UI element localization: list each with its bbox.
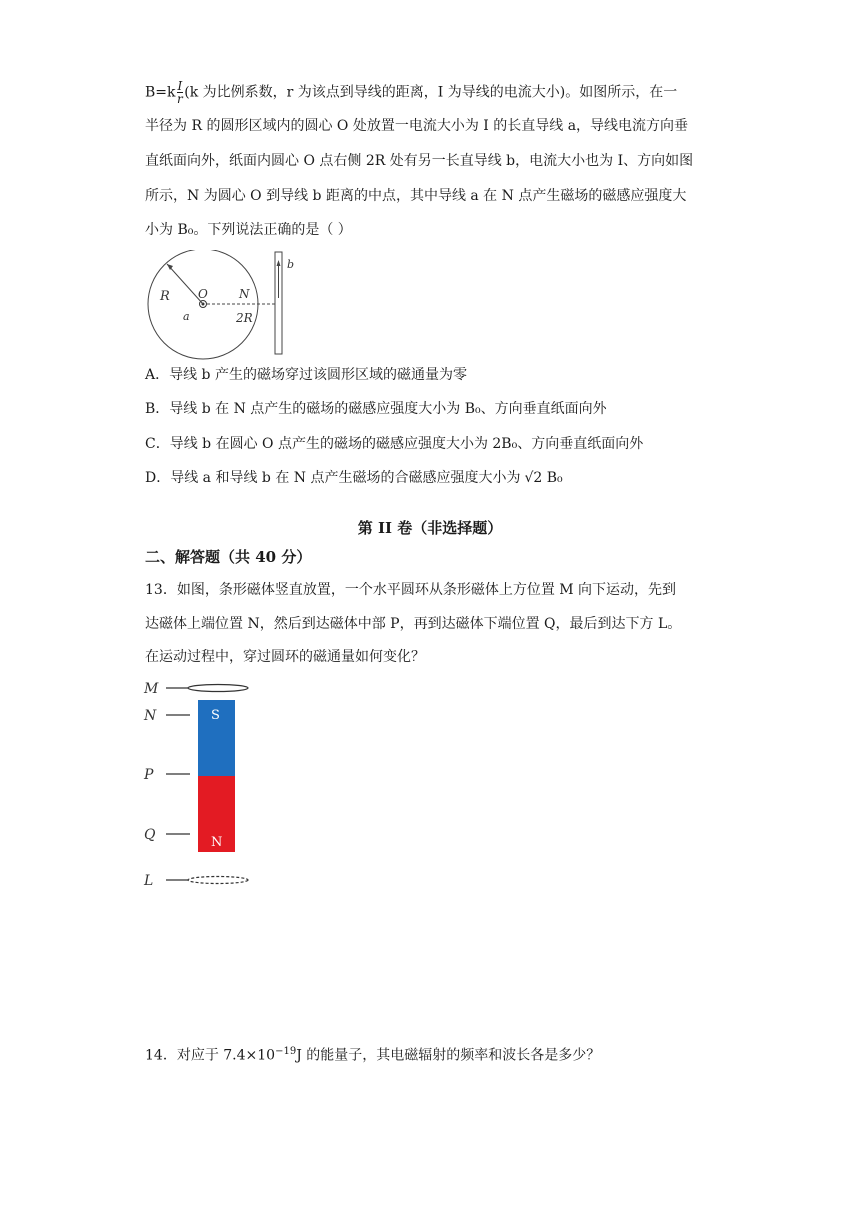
problem12-line5: 小为 B₀。下列说法正确的是（ ） <box>145 222 352 238</box>
label-M: M <box>144 681 159 697</box>
label-N: N <box>239 287 250 301</box>
magnet-label-s: S <box>211 708 220 723</box>
problem12-line1 <box>145 80 677 105</box>
option-d-text: D．导线 a 和导线 b 在 N 点产生磁场的合磁感应强度大小为 <box>145 470 521 486</box>
option-d <box>145 468 563 488</box>
problem14-text <box>145 1042 600 1066</box>
option-a: A．导线 b 产生的磁场穿过该圆形区域的磁通量为零 <box>145 367 467 383</box>
ring-at-M <box>188 685 248 692</box>
problem13-line3: 在运动过程中，穿过圆环的磁通量如何变化？ <box>145 649 425 665</box>
label-a: a <box>183 310 190 323</box>
magnet-label-n: N <box>211 835 223 850</box>
label-b: b <box>287 258 295 271</box>
option-c: C．导线 b 在圆心 O 点产生的磁场的磁感应强度大小为 2B₀、方向垂直纸面向外 <box>145 436 644 452</box>
problem12-line4: 所示，N 为圆心 O 到导线 b 距离的中点，其中导线 a 在 N 点产生磁场的磁感应强度大 <box>145 188 687 204</box>
problem12-line2: 半径为 R 的圆形区域内的圆心 O 处放置一电流大小为 I 的长直导线 a，导线电流方向垂 <box>145 118 689 134</box>
label-L: L <box>144 873 154 889</box>
label-Q: Q <box>144 827 156 843</box>
problem14-text-b: J 的能量子，其电磁辐射的频率和波长各是多少？ <box>296 1047 601 1064</box>
ring-at-L <box>188 877 248 884</box>
problem13-line2: 达磁体上端位置 N，然后到达磁体中部 P，再到达磁体下端位置 Q，最后到达下方 L。 <box>145 616 682 632</box>
problem14-text-a: 14．对应于 7.4×10 <box>145 1047 276 1064</box>
label-O: O <box>198 287 208 301</box>
label-P: P <box>144 767 154 783</box>
label-R: R <box>160 289 170 304</box>
formula-b-equals-k: B=k <box>145 84 176 101</box>
problem12-line3: 直纸面向外，纸面内圆心 O 点右侧 2R 处有另一长直导线 b，电流大小也为 I、方向如图 <box>145 153 694 169</box>
option-b: B．导线 b 在 N 点产生的磁场的磁感应强度大小为 B₀、方向垂直纸面向外 <box>145 401 607 417</box>
option-d-value: √2 B₀ <box>524 470 563 486</box>
label-2R: 2R <box>236 311 253 325</box>
problem14-exponent: −19 <box>275 1046 297 1057</box>
problem13-line1: 13．如图，条形磁体竖直放置，一个水平圆环从条形磁体上方位置 M 向下运动，先到 <box>145 582 677 598</box>
section-subtitle: 二、解答题（共 40 分） <box>145 548 312 566</box>
problem12-line1-text: (k 为比例系数，r 为该点到导线的距离，I 为导线的电流大小)。如图所示，在一 <box>184 84 678 101</box>
problem13-figure <box>140 675 270 895</box>
label-N-position: N <box>144 708 157 724</box>
problem12-figure <box>140 250 320 360</box>
fraction-i-over-r: $\frac{I}{r}$ <box>177 79 183 106</box>
section-title: 第 II 卷（非选择题） <box>357 519 503 537</box>
